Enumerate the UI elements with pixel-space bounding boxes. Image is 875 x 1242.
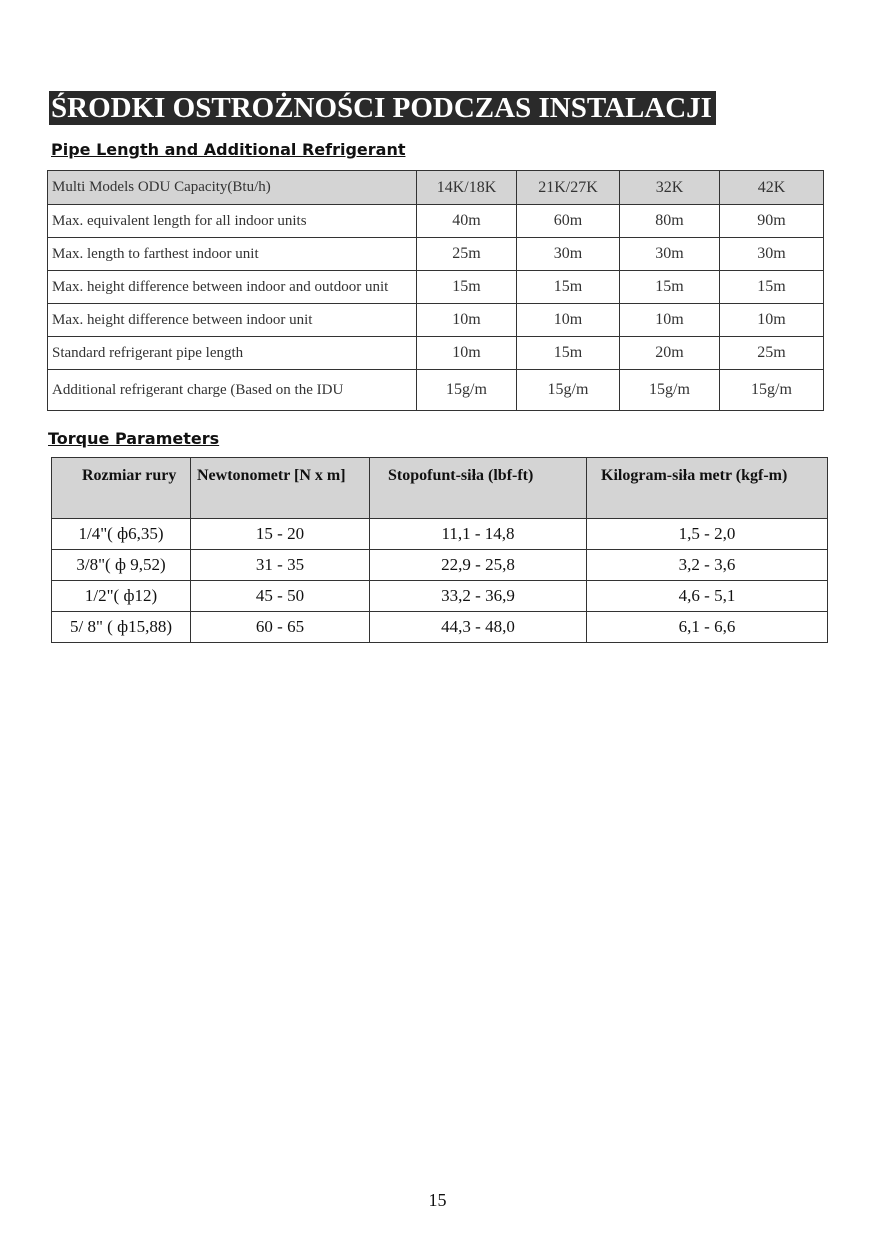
table-cell: 31 - 35 <box>191 550 370 581</box>
table-cell: 25m <box>720 337 824 370</box>
table-cell: 45 - 50 <box>191 581 370 612</box>
table-cell: 15m <box>620 271 720 304</box>
table-cell: 6,1 - 6,6 <box>587 612 828 643</box>
table-cell: 15g/m <box>517 370 620 411</box>
page-number: 15 <box>428 1190 447 1210</box>
table-cell: 40m <box>417 205 517 238</box>
table-cell: 5/ 8" ( ф15,88) <box>52 612 191 643</box>
table-cell: 10m <box>620 304 720 337</box>
table-row <box>48 304 824 337</box>
pipe-section-title: Pipe Length and Additional Refrigerant <box>51 140 406 159</box>
table-cell: 25m <box>417 238 517 271</box>
row-label: Additional refrigerant charge (Based on the IDU <box>48 370 417 411</box>
header-cell-32k: 32K <box>620 171 720 205</box>
row-label: Max. length to farthest indoor unit <box>48 238 417 271</box>
header-cell-pipe-size: Rozmiar rury <box>52 458 191 519</box>
pipe-length-table <box>47 170 824 411</box>
table-cell: 10m <box>720 304 824 337</box>
table-cell: 15g/m <box>417 370 517 411</box>
table-cell: 15m <box>417 271 517 304</box>
table-row <box>48 370 824 411</box>
table-cell: 80m <box>620 205 720 238</box>
table-cell: 1,5 - 2,0 <box>587 519 828 550</box>
table-cell: 10m <box>517 304 620 337</box>
table-cell: 44,3 - 48,0 <box>370 612 587 643</box>
table-cell: 60m <box>517 205 620 238</box>
header-cell-newton-meter: Newtonometr [N x m] <box>191 458 370 519</box>
header-cell-kgf-m: Kilogram-siła metr (kgf-m) <box>587 458 828 519</box>
row-label: Max. height difference between indoor and outdoor unit <box>48 271 417 304</box>
table-cell: 10m <box>417 304 517 337</box>
row-label: Max. height difference between indoor unit <box>48 304 417 337</box>
header-cell-14k-18k: 14K/18K <box>417 171 517 205</box>
table-cell: 60 - 65 <box>191 612 370 643</box>
table-cell: 1/2"( ф12) <box>52 581 191 612</box>
table-row <box>52 612 828 643</box>
table-row <box>48 271 824 304</box>
row-label: Standard refrigerant pipe length <box>48 337 417 370</box>
header-cell-42k: 42K <box>720 171 824 205</box>
table-cell: 4,6 - 5,1 <box>587 581 828 612</box>
table-row <box>52 581 828 612</box>
table-cell: 15g/m <box>720 370 824 411</box>
table-cell: 30m <box>517 238 620 271</box>
table-cell: 33,2 - 36,9 <box>370 581 587 612</box>
torque-parameters-table <box>51 457 828 643</box>
table-header-row <box>52 458 828 519</box>
table-cell: 30m <box>620 238 720 271</box>
table-row <box>52 519 828 550</box>
page-heading: ŚRODKI OSTROŻNOŚCI PODCZAS INSTALACJI <box>49 91 716 125</box>
table-cell: 15m <box>720 271 824 304</box>
table-cell: 10m <box>417 337 517 370</box>
table-cell: 20m <box>620 337 720 370</box>
torque-section-title: Torque Parameters <box>48 429 220 448</box>
table-cell: 3/8"( ф 9,52) <box>52 550 191 581</box>
table-cell: 15m <box>517 271 620 304</box>
table-cell: 90m <box>720 205 824 238</box>
header-cell-21k-27k: 21K/27K <box>517 171 620 205</box>
table-cell: 15m <box>517 337 620 370</box>
table-row <box>48 238 824 271</box>
row-label: Max. equivalent length for all indoor units <box>48 205 417 238</box>
table-row <box>48 337 824 370</box>
table-row <box>48 205 824 238</box>
table-cell: 22,9 - 25,8 <box>370 550 587 581</box>
table-header-row <box>48 171 824 205</box>
table-cell: 11,1 - 14,8 <box>370 519 587 550</box>
table-cell: 1/4"( ф6,35) <box>52 519 191 550</box>
table-row <box>52 550 828 581</box>
table-cell: 3,2 - 3,6 <box>587 550 828 581</box>
header-cell-capacity: Multi Models ODU Capacity(Btu/h) <box>48 171 417 205</box>
header-cell-lbf-ft: Stopofunt-siła (lbf-ft) <box>370 458 587 519</box>
table-cell: 15 - 20 <box>191 519 370 550</box>
table-cell: 15g/m <box>620 370 720 411</box>
table-cell: 30m <box>720 238 824 271</box>
